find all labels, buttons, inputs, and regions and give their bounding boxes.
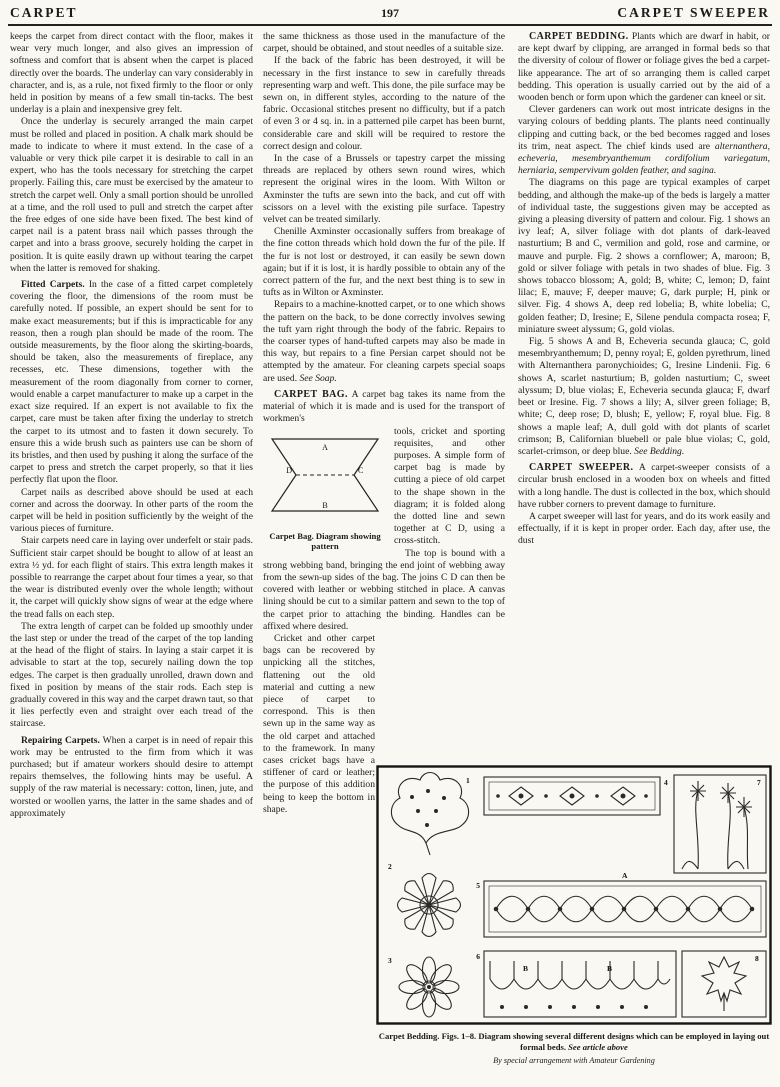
see-article-reference: See article above [568, 1041, 628, 1052]
fig1-number: 1 [466, 776, 470, 785]
header-rule [8, 24, 772, 26]
fig1-ivy-leaf [391, 773, 470, 856]
carpet-bedding-heading: CARPET BEDDING. [529, 31, 629, 42]
column-1 [10, 31, 253, 820]
carpet-bag-heading: CARPET BAG. [274, 388, 348, 400]
fig5-number: 5 [476, 881, 480, 890]
fig6-scallop-band [476, 951, 676, 1017]
col1-paragraph-3-text: In the case of a fitted carpet completely covering the floor, the dimensions of the room must be carefully noted. If possible, an expert should be sent for to make exact measurements; but if this is impracticable for any reason, then a rough plan should be made of the room. The outside measurements, by the floor along the skirting-boards, should be taken, also the measurements of fireplace, any recesses, etc. These dimensions, together with the measurement of the room diagonally from corner to corner, would enable a carpet manufacturer to make up a carpet in the exact size required. If an expert is not available to fix the carpet, care must be taken after fixing the underlay to stretch the carpet to its utmost and to fasten it down securely. To ensure this a wide brush such as painters use can be shorn of its bristles, and then used by pushing it along the surface of the carpet to press and stretch the carpet properly, so that it lies perfectly flat upon the floor. [10, 279, 254, 486]
see-bedding-reference: See Bedding. [634, 445, 685, 457]
fig8-number: 8 [755, 954, 759, 963]
col1-paragraph-3 [10, 279, 253, 486]
col2-paragraph-4: Chenille Axminster occasionally suffers from breakage of the fine cotton threads which hold down the fur of the pile. If the fur is not lost or destroyed, it can easily be sewn down again; but if it is lost, it is hardly possible to obtain any of the correct pattern of the fur, and the next best thing is to sew in tufts as in Wilton or Axminster. [263, 226, 505, 299]
col1-paragraph-5: Stair carpets need care in laying over underfelt or stair pads. Sufficient stair carpet should be bought to allow of at least an extra ½ yd. for each flight of stairs. This extra length makes it possible to rearrange the carpet about four times a year, so that the wear is distributed evenly over the whole length; without it, the carpet will quickly show signs of wear at the edge where the tread falls on each step. [10, 535, 253, 620]
col1-paragraph-6: The extra length of carpet can be folded up smoothly under the last step or under the tread of the carpet of the top landing at the head of the flight of stairs. In laying a stair carpet it is advisable to start at the top, securely nailing down the top edges. The carpet is then gradually unrolled, drawn down and fixed in position by means of the stair rods. Each step is gradually covered in this way and the carpet drawn taut, so that it lies perfectly even and straight over each tread of the staircase. [10, 620, 253, 730]
col3-paragraph-2 [518, 104, 770, 177]
col2-paragraph-6: The top is bound with a strong webbing band, bringing the end joint of webbing away from the sewn-up sides of the bag. The joins C D can then be covered with leather or webbing stitched in place. A canvas lining should be cut to a similar pattern and sewn to the top of the carpet prior to attaching the binding. Handles can be affixed where desired. [263, 547, 505, 632]
carpet-bedding-text: Plants which are dwarf in habit, or are kept dwarf by clipping, are arranged in formal beds so that the diversity of colour of flower or foliage gives the bed a carpet-like appearance. The art of so arranging them is called carpet bedding. This operation is usually carried out by the aid of a wooden bench or form upon which the gardener can kneel or sit. [518, 31, 770, 104]
col1-paragraph-2: Once the underlay is securely arranged the main carpet must be rolled and placed in position. A chalk mark should be made to indicate to where it must extend. In the case of a valuable or very thick pile carpet it is desirable to call in an expert, who has the tools necessary for stretching the carpet properly. Failing this, care must be exercised by the amateur to stretch the carpet well. Only a small portion should be unrolled at a time, and the roll used to pull and stretch the carpet after the free edges of one side have been fixed. The best kind of carpet nail is a patent brass nail which passes through the carpet and into a brass groove, securely holding the carpet in position. It is quite easily drawn up without tearing the carpet when the latter is removed for shaking. [10, 116, 253, 274]
carpet-bedding-paragraph [518, 31, 770, 104]
page-number: 197 [381, 6, 399, 20]
fig3-tobacco-blossom [388, 956, 459, 1017]
fig2-cornflower [388, 862, 461, 937]
figure-credit: By special arrangement with Amateur Gardening [493, 1056, 655, 1065]
see-soap-reference: See Soap. [299, 372, 337, 384]
fig3-number: 3 [388, 956, 392, 965]
col3-paragraph-4-text: Fig. 5 shows A and B, Echeveria secunda glauca; C, gold mesembryanthemum; D, penny royal; E, golden pyrethrum, lined with Alternanthera paronychioides; G, Iresine Lindenii. Fig. 6 shows A, scarlet nasturtium; B, golden nasturtium; C, sweet alyssum; D, blue violas; E, Echeveria secunda glauca; F, dwarf beet or Iresine. Fig. 7 shows a lily; A, silver green foliage; B, white; C, deep rose; D, blush; E, yellow; F, royal blue. Fig. 8 shows a maple leaf; A, dull gold with dot plants of scarlet crimson; B, Californian bluebell or pale blue violas; C, gold, scarlet-crimson, or deep blue. [518, 336, 770, 457]
fig4-border-band [484, 777, 668, 815]
figure-caption [376, 1031, 772, 1052]
bag-label-c: C [358, 465, 364, 475]
bag-label-a: A [322, 442, 328, 452]
carpet-bag-intro-paragraph [263, 389, 505, 426]
carpet-sweeper-text: A carpet-sweeper consists of a circular brush enclosed in a wooden box on wheels and fitted with a long handle. The dust is collected in the box, which should have rubber corners to prevent damage to furniture. [518, 462, 770, 510]
fig6-number: 6 [476, 952, 480, 961]
fitted-carpets-heading: Fitted Carpets. [21, 279, 85, 291]
col2-paragraph-3: In the case of a Brussels or tapestry carpet the missing threads are replaced by others sewn round wires, which represent the original wires in the loom. With Wilton or Axminster the tufts are sewn into the back, and cut off with scissors on a level with the existing pile surface. Tapestry velvet can be treated similarly. [263, 153, 505, 226]
carpet-bag-intro-text: A carpet bag takes its name from the material of which it is made and is used for the transport of workmen's [263, 388, 505, 425]
repairing-carpets-heading: Repairing Carpets. [21, 734, 100, 746]
col2-paragraph-5-text: Repairs to a machine-knotted carpet, or to one which shows the pattern on the back, to be done correctly involves sewing the tuft yarn right through the body of the fabric. Repairs to the coarser types of hand-tufted carpets may also be made in this way, but repairs to a fine Persian carpet should not be attempted by the amateur. For cleaning carpets special soaps are used. [263, 299, 505, 384]
col3-paragraph-6: A carpet sweeper will last for years, and do its work easily and effectually, if it is kept in proper order. Each day, after use, the dust [518, 510, 770, 547]
col1-paragraph-7 [10, 735, 253, 820]
col2-paragraph-7: Cricket and other carpet bags can be recovered by unpicking all the stitches, flattening out the old material and cutting a new piece of carpet to correspond. This is then sewn up in the same way as the old carpet and attached to the framework. In many cases cricket bags have a stiffener of card or leather; the purpose of this addition being to keep the bottom in shape. [263, 632, 375, 815]
bag-label-d: D [286, 465, 292, 475]
bag-label-b: B [322, 500, 328, 510]
species-list: alternanthera, echeveria, mesembryanthemum cordifolium variegatum, herniaria, sempervivum golden feather, and sagina. [518, 140, 770, 177]
col2-paragraph-5 [263, 299, 505, 384]
fig8-maple-leaf [682, 951, 766, 1017]
col1-paragraph-7-text: When a carpet is in need of repair this work may be entrusted to the firm from which it was purchased; but if amateur workers should desire to attempt repairs themselves, the following hints may be useful. A supply of the raw material is necessary: cotton, linen, jute, and worsted or woollen yarns, the latter in the same shades and of approximately [10, 734, 253, 819]
carpet-bedding-diagram [376, 765, 772, 1025]
header-left-title: CARPET [10, 5, 78, 20]
col3-paragraph-2-text: Clever gardeners can work out most intricate designs in the varying colours of bedding plants. The plants need continually clipping and cutting back, or the bed becomes ragged and loses its trim, neat aspect. The chief kinds used are [518, 104, 770, 152]
figure-caption-text: Figs. 1–8. Diagram showing several different designs which can be employed in laying out formal beds. [441, 1031, 770, 1052]
col2-paragraph-bag-wrap: tools, cricket and sporting requisites, and other purposes. A simple form of carpet bag is made by cutting a piece of old carpet to the shape shown in the diagram; it is folded along the dotted line and sewn together at C D, using a cross-stitch. [394, 425, 505, 547]
col1-paragraph-1: keeps the carpet from direct contact with the floor, makes it wear very much longer, and also gives an impression of softness and comfort that is absent when the carpet is placed directly over the boards. The underlay can vary considerably in character, and is, as a rule, not fixed firmly to the floor or only held in position by means of a few small tin-tacks. The best underlay is a plain and inexpensive grey felt. [10, 31, 253, 116]
fig7-number: 7 [757, 778, 761, 787]
col1-paragraph-4: Carpet nails as described above should be used at each corner and across the doorway. In other parts of the room the carpet will be held in position sufficiently by the weight of the various pieces of furniture. [10, 486, 253, 535]
column-3 [518, 31, 770, 548]
carpet-sweeper-heading: CARPET SWEEPER. [529, 462, 634, 474]
carpet-bag-diagram [264, 429, 386, 525]
carpet-bag-caption: Carpet Bag. Diagram showing pattern [269, 530, 381, 551]
column-2-narrow-section [263, 633, 375, 816]
carpet-sweeper-paragraph [518, 462, 770, 511]
page-header [10, 5, 770, 23]
fig6-label-b-1: B [523, 964, 529, 973]
col2-paragraph-1: the same thickness as those used in the manufacture of the carpet, should be obtained, and stout needles of a suitable size. [263, 31, 505, 55]
fig5-label-a: A [622, 871, 628, 880]
carpet-bag-figure [263, 429, 387, 552]
col3-paragraph-4 [518, 336, 770, 458]
fig2-number: 2 [388, 862, 392, 871]
header-right-title: CARPET SWEEPER [617, 5, 770, 20]
carpet-bedding-figure [376, 765, 772, 1025]
figure-caption-title: Carpet Bedding. [378, 1031, 440, 1041]
fig4-number: 4 [664, 778, 668, 787]
fig5-scroll-panel [476, 871, 766, 937]
column-2 [263, 31, 505, 816]
fig7-lily-panel [674, 775, 766, 873]
col2-paragraph-2: If the back of the fabric has been destroyed, it will be necessary in the first instance to sew in carefully threads representing warp and weft. This done, the pile surface may be sewn on, in different styles, according to the nature of the fabric. Occasional stitches present no difficulty, but if a patch of even 3 or 4 sq. in. in a patterned pile carpet has been burnt, considerable care and skill will be required to restore the correct design and colour. [263, 55, 505, 152]
fig6-label-b-2: B [607, 964, 613, 973]
col3-paragraph-3: The diagrams on this page are typical examples of carpet bedding, and although the make-up of the beds is largely a matter of individual taste, the suggestions given may be accepted as giving a pleasing diversity of pattern and colour. Fig. 1 shows an ivy leaf; A, silver foliage with dot plants of dark-leaved nasturtium; B and C, vermilion and gold, rose and carmine, or mauve and purple. Fig. 2 shows a cornflower; A, maroon; B, gold or silver foliage with petals in two shades of blue. Fig. 3 shows tobacco blossom; A, gold; B, white; C, lemon; D, faint lilac; E, mauve; F, deeper mauve; G, dark purple; H, pink or silver. Fig. 4 shows A, deep red lobelia; B, white lobelia; C, golden feather; D, Iresine; E, Silene pendula compacta rosea; F, miniature sweet alyssum; G, gold violas. [518, 177, 770, 335]
